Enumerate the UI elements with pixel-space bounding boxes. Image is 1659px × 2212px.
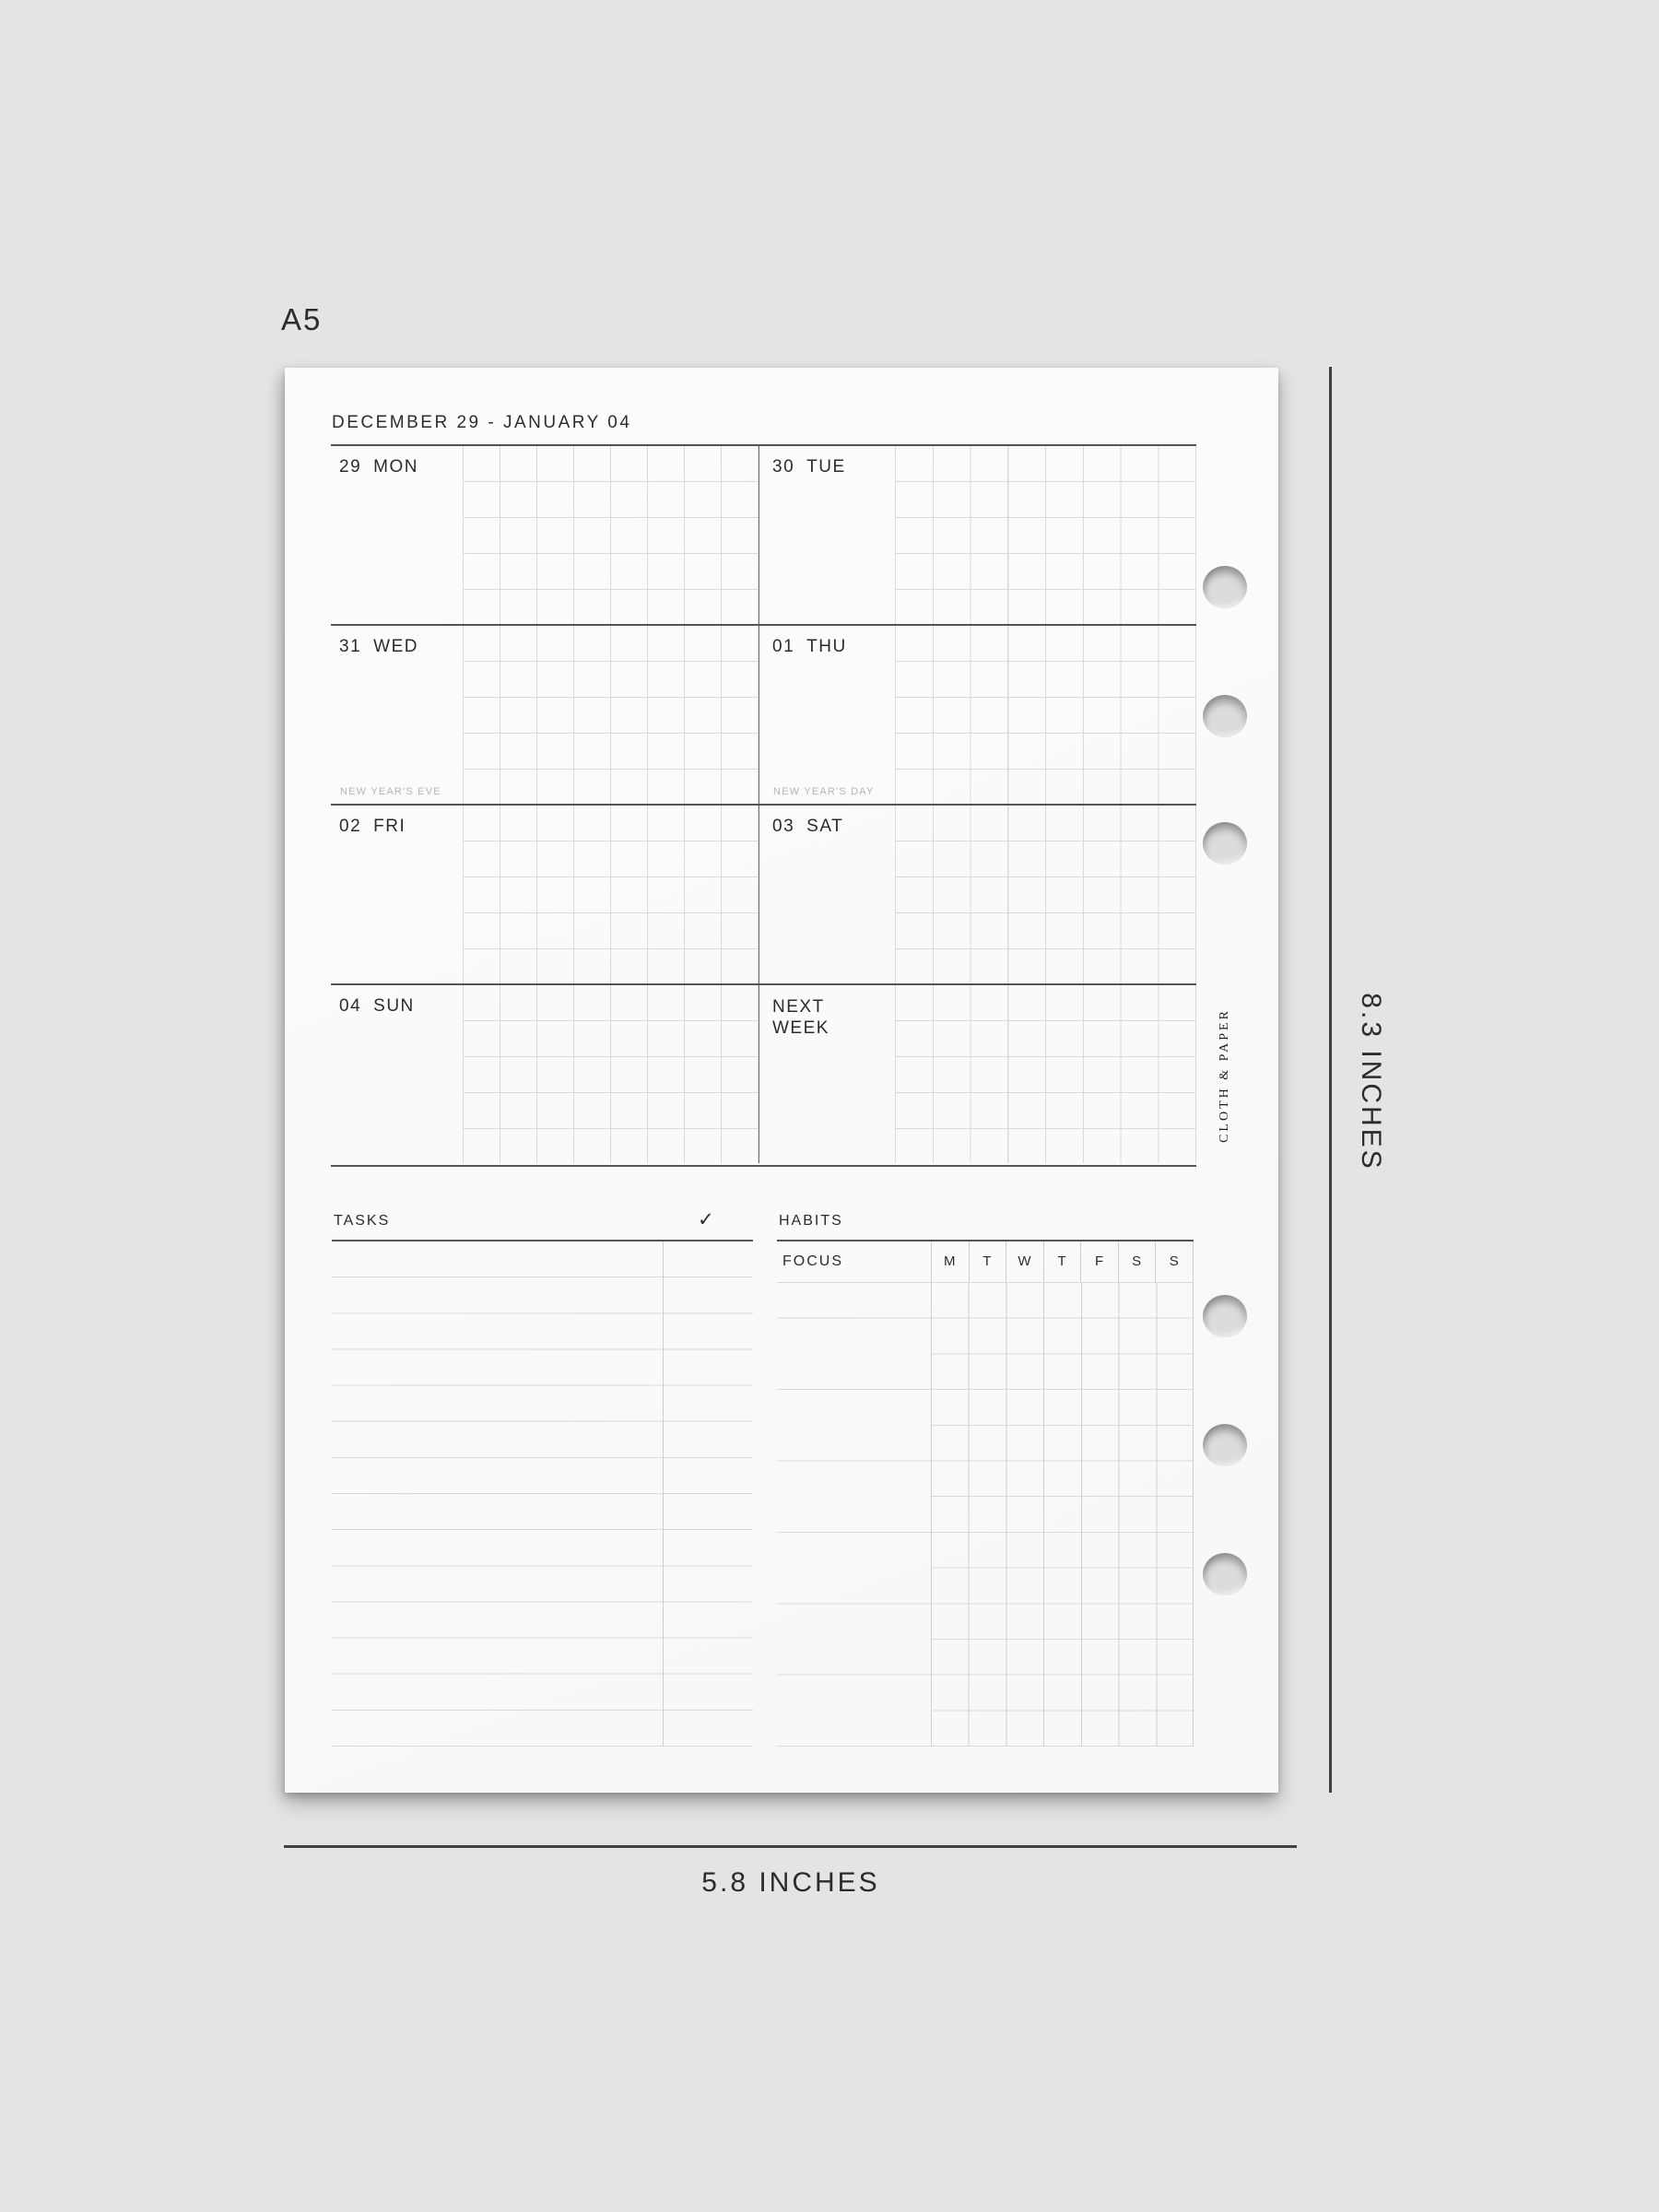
day-name: THU bbox=[806, 637, 847, 656]
day-block-sat bbox=[759, 806, 1196, 983]
binder-hole bbox=[1203, 822, 1247, 865]
day-name: WED bbox=[373, 637, 418, 656]
day-letter-sun: S bbox=[1155, 1241, 1194, 1282]
brand-name: CLOTH & PAPER bbox=[1218, 1008, 1231, 1143]
binder-hole bbox=[1203, 1424, 1247, 1466]
weekly-grid bbox=[331, 444, 1196, 1167]
day-number: 29 bbox=[339, 457, 362, 477]
day-grid bbox=[463, 806, 759, 983]
width-dimension-label: 5.8 INCHES bbox=[701, 1867, 880, 1898]
focus-column bbox=[777, 1283, 931, 1747]
binder-hole bbox=[1203, 695, 1247, 737]
day-letter-wed: W bbox=[1006, 1241, 1043, 1282]
day-block-wed bbox=[331, 626, 759, 804]
tasks-heading: TASKS bbox=[334, 1213, 391, 1229]
holiday-label: NEW YEAR'S DAY bbox=[773, 786, 875, 797]
day-grid bbox=[463, 626, 759, 804]
day-grid bbox=[463, 985, 759, 1163]
day-letter-mon: M bbox=[931, 1241, 969, 1282]
width-measure-line bbox=[284, 1845, 1297, 1848]
day-number: 30 bbox=[772, 457, 795, 477]
week-title: DECEMBER 29 - JANUARY 04 bbox=[332, 413, 632, 432]
day-block-sun bbox=[331, 985, 759, 1163]
day-number: 03 bbox=[772, 817, 795, 836]
tasks-list bbox=[332, 1240, 753, 1747]
day-number: 31 bbox=[339, 637, 362, 656]
day-letter-sat: S bbox=[1118, 1241, 1156, 1282]
next-week-block bbox=[759, 985, 1196, 1163]
day-label bbox=[339, 457, 418, 477]
day-number: 02 bbox=[339, 817, 362, 836]
day-name: FRI bbox=[373, 817, 406, 836]
day-letter-tue: T bbox=[969, 1241, 1006, 1282]
binder-hole bbox=[1203, 1295, 1247, 1337]
week-row-2 bbox=[331, 624, 1196, 804]
day-grid bbox=[895, 626, 1196, 804]
day-label bbox=[339, 817, 406, 837]
holiday-label: NEW YEAR'S EVE bbox=[340, 786, 441, 797]
day-name: TUE bbox=[806, 457, 846, 477]
habit-grid bbox=[931, 1283, 1194, 1747]
habit-tracker bbox=[777, 1240, 1194, 1747]
day-letter-fri: F bbox=[1080, 1241, 1118, 1282]
day-grid bbox=[895, 985, 1196, 1163]
day-label bbox=[772, 457, 846, 477]
day-number: 01 bbox=[772, 637, 795, 656]
day-label bbox=[339, 637, 418, 657]
week-row-1 bbox=[331, 444, 1196, 624]
day-label bbox=[772, 637, 847, 657]
day-letter-thu: T bbox=[1043, 1241, 1081, 1282]
binder-hole bbox=[1203, 1553, 1247, 1595]
checkbox-column-divider bbox=[663, 1241, 664, 1747]
day-grid bbox=[463, 446, 759, 624]
day-label bbox=[339, 996, 415, 1017]
day-grid bbox=[895, 806, 1196, 983]
page-size-label: A5 bbox=[281, 302, 323, 336]
next-week-label: NEXT WEEK bbox=[772, 997, 830, 1038]
day-number: 04 bbox=[339, 996, 362, 1016]
binder-hole bbox=[1203, 566, 1247, 608]
day-grid bbox=[895, 446, 1196, 624]
habits-heading: HABITS bbox=[779, 1213, 843, 1229]
planner-page bbox=[285, 368, 1278, 1793]
checkmark-icon: ✓ bbox=[698, 1209, 714, 1230]
day-name: SAT bbox=[806, 817, 844, 836]
habit-tracker-body bbox=[777, 1283, 1194, 1747]
day-name: MON bbox=[373, 457, 418, 477]
height-measure-line bbox=[1329, 367, 1332, 1793]
day-name: SUN bbox=[373, 996, 415, 1016]
habit-tracker-header bbox=[777, 1241, 1194, 1283]
day-label bbox=[772, 817, 843, 837]
week-row-4 bbox=[331, 983, 1196, 1163]
week-row-3 bbox=[331, 804, 1196, 983]
day-block-fri bbox=[331, 806, 759, 983]
habit-day-letters bbox=[931, 1241, 1194, 1282]
day-block-mon bbox=[331, 446, 759, 624]
day-block-thu bbox=[759, 626, 1196, 804]
height-dimension-label: 8.3 INCHES bbox=[1356, 993, 1386, 1171]
focus-column-heading: FOCUS bbox=[782, 1253, 843, 1269]
day-block-tue bbox=[759, 446, 1196, 624]
